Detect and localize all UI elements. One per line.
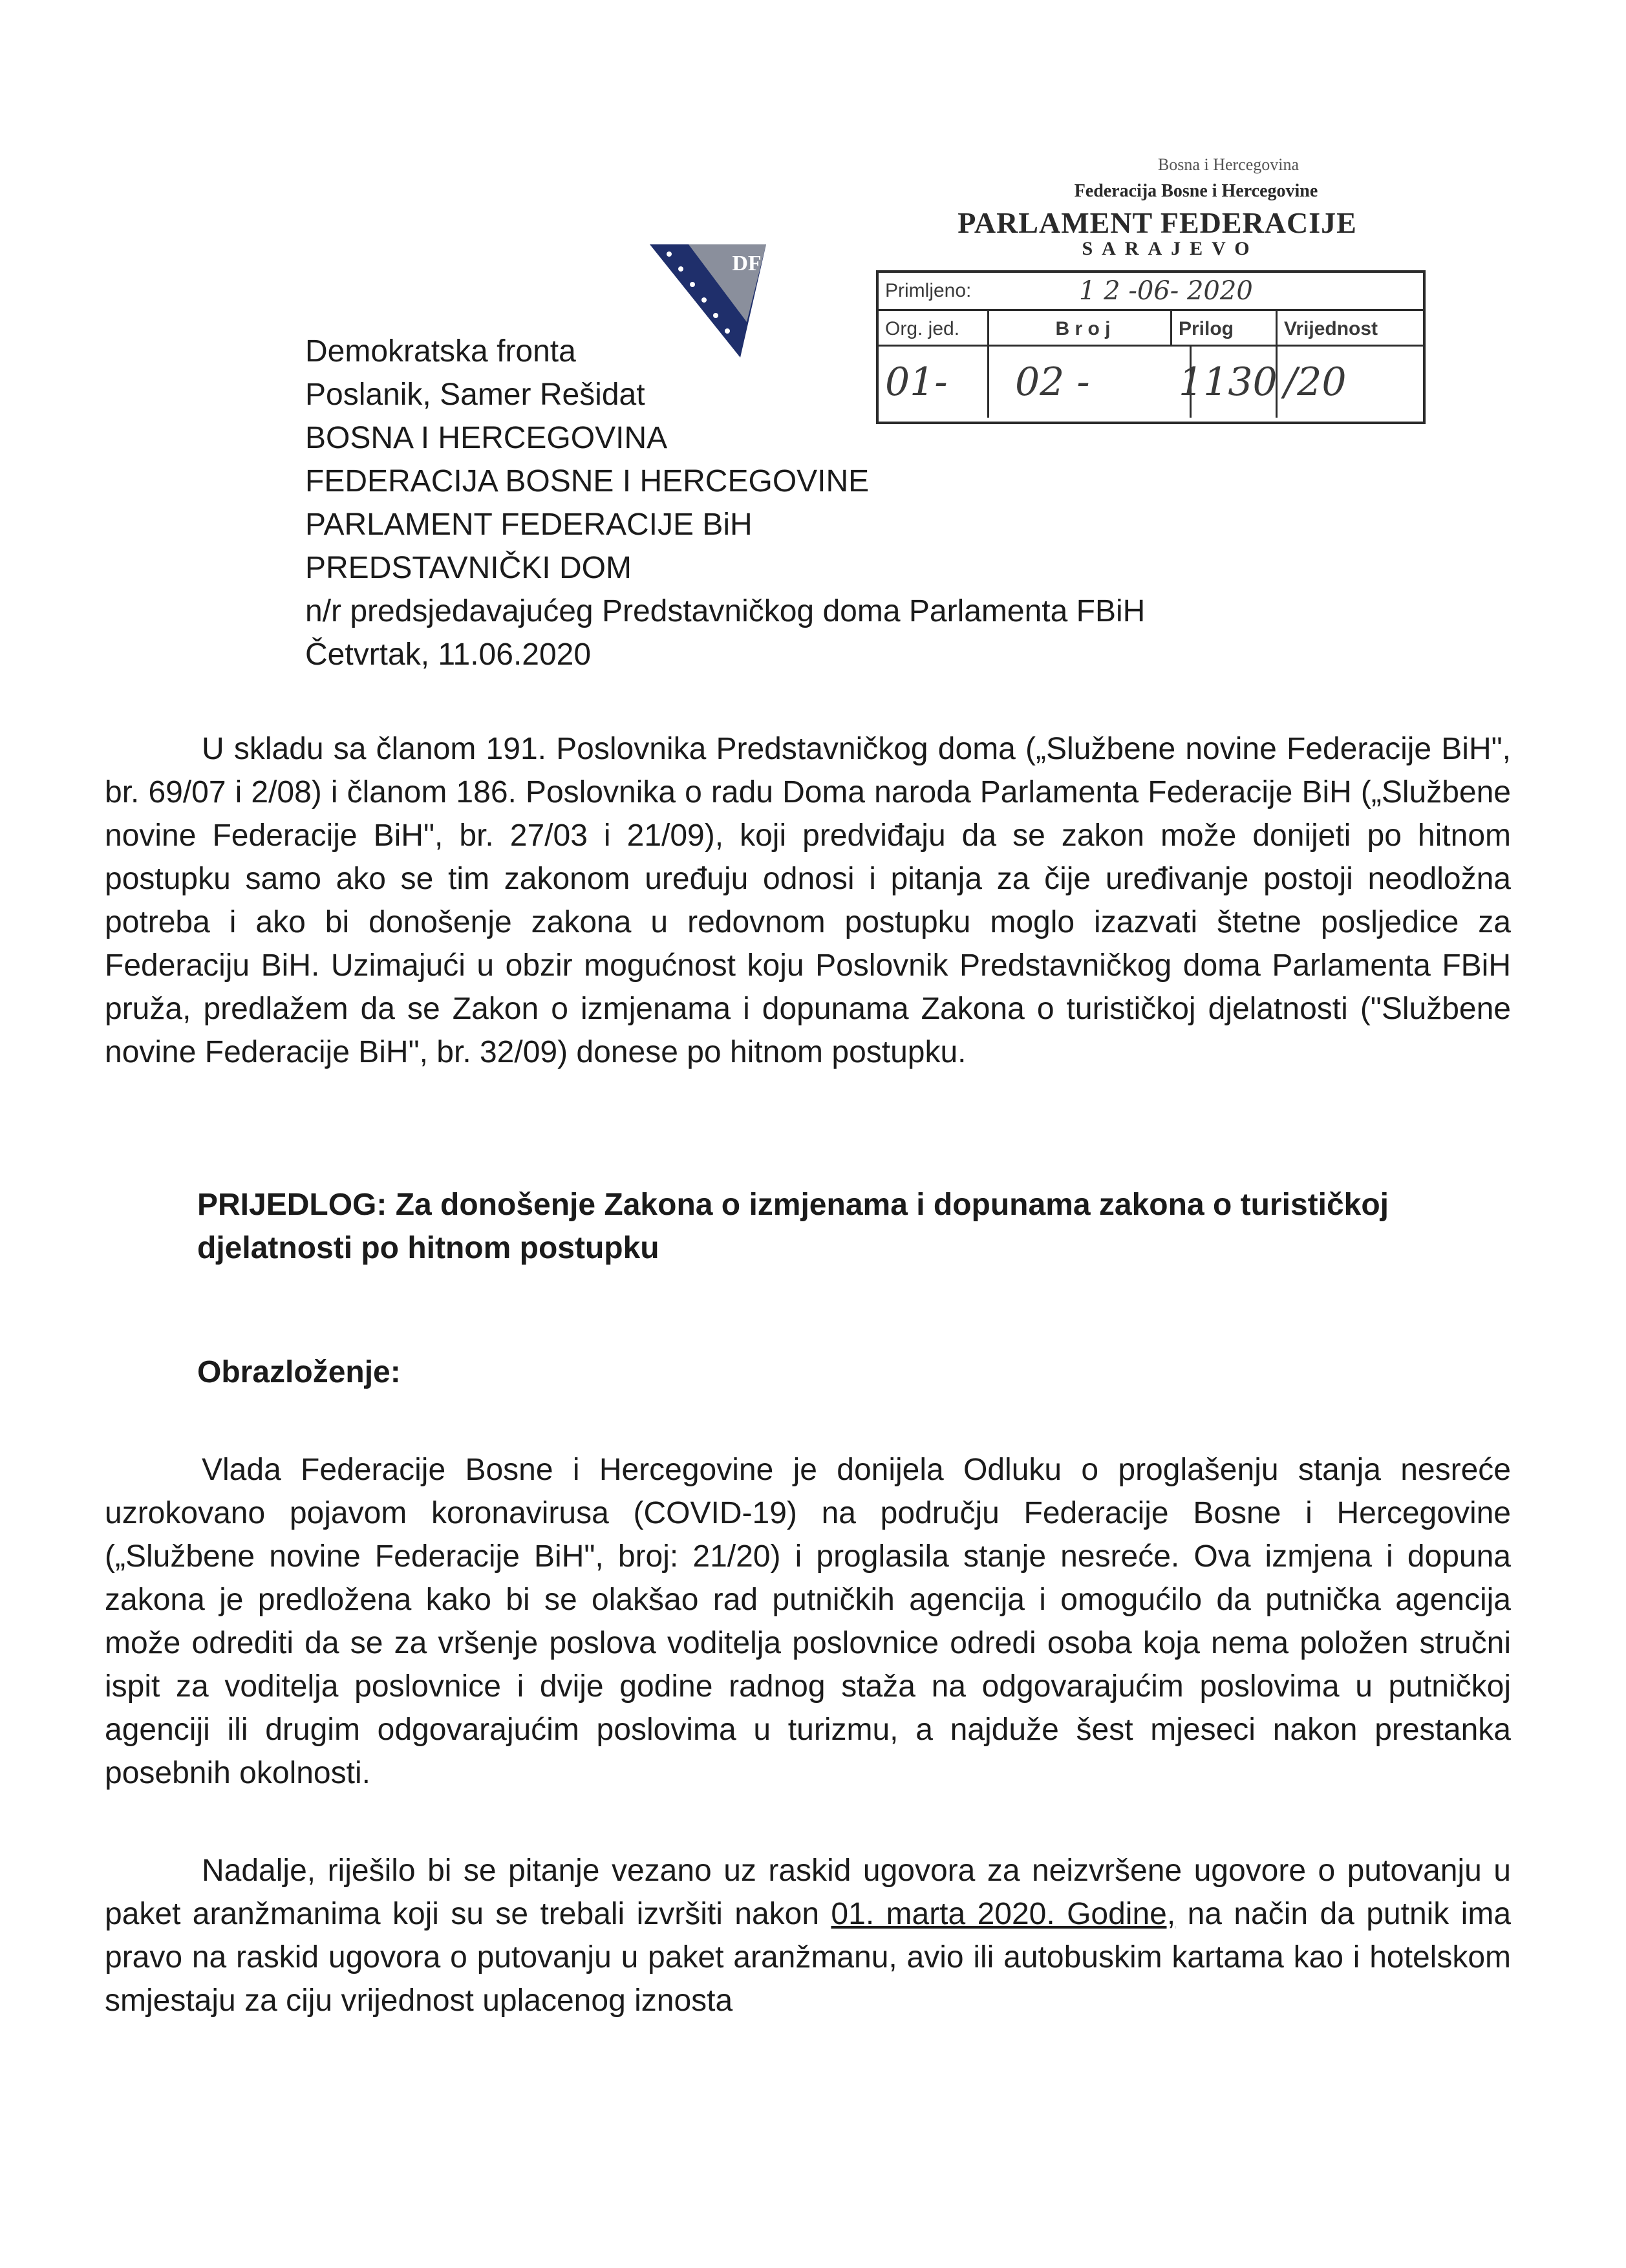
- reasoning-paragraph-2: [105, 1849, 1511, 2022]
- header-line: PREDSTAVNIČKI DOM: [305, 551, 632, 585]
- stamp-received-date: 1 2 -06- 2020: [1079, 276, 1253, 306]
- party-logo-icon: [650, 244, 766, 358]
- seal-line-3: PARLAMENT FEDERACIJE: [957, 206, 1357, 239]
- header-line: PARLAMENT FEDERACIJE BiH: [305, 508, 753, 542]
- reasoning-text: Nadalje, riješilo bi se pitanje vezano uz raskid ugovora za neizvršene ugovore o putovanju u paket aranžmanima koji su se trebali izvršiti nakon: [105, 1854, 1511, 1931]
- stamp-col-org: Org. jed.: [879, 311, 989, 345]
- proposal-heading: PRIJEDLOG: Za donošenje Zakona o izmjenama i dopunama zakona o turističkoj djelatnosti po hitnom postupku: [197, 1188, 1389, 1265]
- reasoning-paragraph-1: Vlada Federacije Bosne i Hercegovine je donijela Odluku o proglašenju stanja nesreće uzrokovano pojavom koronavirusa (COVID-19) na području Federacije Bosne i Hercegovine („Službene novine Federacije BiH", broj: 21/20) i proglasila stanje nesreće. Ova izmjena i dopuna zakona je predložena kako bi se olakšao rad putničkih agencija i omogućilo da putnička agencija može odrediti da se za vršenje poslova voditelja poslovnice odredi osoba koja nema položen stručni ispit za voditelja poslovnice i dvije godine radnog staža na odgovarajućim poslovima u putničkoj agenciji ili drugim odgovarajućim poslovima u turizmu, a najduže šest mjeseci nakon prestanka posebnih okolnosti.: [105, 1453, 1511, 1790]
- registry-stamp: [876, 270, 1426, 424]
- seal-line-1: Bosna i Hercegovina: [1157, 155, 1300, 174]
- seal-line-2: Federacija Bosne i Hercegovine: [1074, 181, 1318, 201]
- seal-line-4: SARAJEVO: [1082, 238, 1259, 259]
- stamp-col-broj: B r o j: [989, 311, 1172, 345]
- header-line: Demokratska fronta: [305, 334, 576, 369]
- header-line: Četvrtak, 11.06.2020: [305, 637, 592, 672]
- header-line: Poslanik, Samer Rešidat: [305, 378, 645, 412]
- stamp-val-vrijednost: /20: [1284, 359, 1347, 405]
- header-line: FEDERACIJA BOSNE I HERCEGOVINE: [305, 464, 870, 498]
- party-logo-text: DF: [732, 251, 762, 275]
- reasoning-heading: Obrazloženje:: [197, 1355, 401, 1389]
- intro-paragraph: U skladu sa članom 191. Poslovnika Predstavničkog doma („Službene novine Federacije BiH", br. 69/07 i 2/08) i članom 186. Poslovnika o radu Doma naroda Parlamenta Federacije BiH („Službene novine Federacije BiH", br. 27/03 i 21/09), koji predviđaju da se zakon može donijeti po hitnom postupku samo ako se tim zakonom uređuju odnosi i pitanja za čije uređivanje postoji neodložna potreba i ako bi donošenje zakona u redovnom postupku moglo izazvati štetne posljedice za Federaciju BiH. Uzimajući u obzir mogućnost koju Poslovnik Predstavničkog doma Parlamenta FBiH pruža, predlažem da se Zakon o izmjenama i dopunama Zakona o turističkoj djelatnosti ("Službene novine Federacije BiH", br. 32/09) donese po hitnom postupku.: [105, 732, 1511, 1069]
- stamp-val-prilog: 1130: [1172, 347, 1278, 418]
- stamp-col-prilog: Prilog: [1172, 311, 1278, 345]
- reasoning-text: na način da putnik ima pravo na raskid ugovora o putovanju u paket aranžmanu, avio ili autobuskim kartama kao i hotelskom smjestaju za ciju vrijednost uplacenog iznosta: [105, 1897, 1512, 2018]
- header-line: n/r predsjedavajućeg Predstavničkog doma Parlamenta FBiH: [305, 594, 1146, 628]
- stamp-received-label: Primljeno:: [885, 280, 972, 301]
- stamp-val-broj: 02 -: [989, 347, 1192, 418]
- stamp-col-vrijednost: Vrijednost: [1284, 318, 1378, 339]
- header-line: BOSNA I HERCEGOVINA: [305, 421, 668, 455]
- stamp-val-org: 01-: [879, 347, 989, 418]
- reasoning-date-underlined: 01. marta 2020. Godine,: [831, 1897, 1176, 1931]
